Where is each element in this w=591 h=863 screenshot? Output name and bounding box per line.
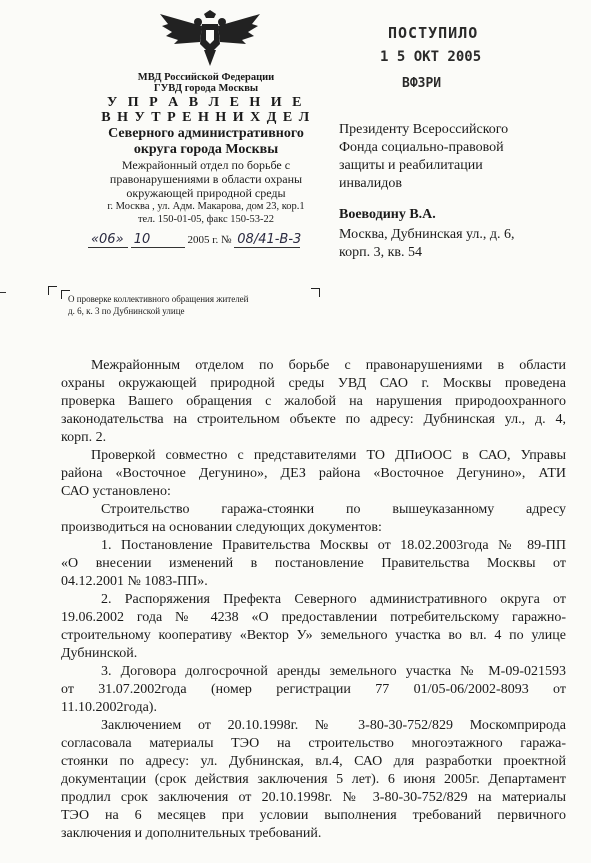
subject-line-1: О проверке коллективного обращения жителей [68,294,249,304]
department-line-3: окружающей природной среды [126,186,286,200]
body-line: согласовала материалы ТЭО на строительство многоэтажного гаража- [61,736,566,751]
stamp-date: 1 5 ОКТ 2005 [380,49,482,65]
fold-mark [0,292,6,293]
subject-line-2: д. 6, к. 3 по Дубнинской улице [68,306,185,316]
letter-date-number [88,232,300,248]
double-headed-eagle-emblem-icon [158,10,262,70]
body-line: продлил срок заключения от 20.10.1998г. № 3-80-30-752/829 на материалы [61,790,566,805]
body-line: 2. Распоряжения Префекта Северного административного округа от [101,592,566,607]
body-line: охраны окружающей природной среды УВД САО г. Москвы проведена [61,376,566,391]
date-day: «06» [88,232,128,248]
department-line-2: правонарушениями в области охраны [109,172,303,186]
directorate-line-1: У П Р А В Л Е Н И Е [106,95,306,110]
letter-number: 08/41-В-3 [234,232,300,248]
sender-phones: тел. 150-01-05, факс 150-53-22 [137,214,275,225]
number-label: № [221,234,232,246]
body-line: документации (срок действия заключения 5 лет). 6 июня 2005г. Департамент [61,772,566,787]
body-line: законодательства на строительном объекте по адресу: Дубнинская ул., д. 4, [61,412,566,427]
sender-address: г. Москва , ул. Адм. Макарова, дом 23, кор.1 [107,201,305,212]
gu-name: ГУВД города Москвы [153,83,259,94]
district-line-2: округа города Москвы [133,142,279,157]
stamp-org: ВФЗРИ [402,76,442,91]
body-line: САО установлено: [61,484,171,499]
body-line: 3. Договора долгосрочной аренды земельного участка № М-09-021593 [101,664,566,679]
body-line: проверка Вашего обращения с жалобой на нарушения природоохранного [61,394,566,409]
body-line: района «Восточное Дегунино», ДЕЗ района «Восточное Дегунино», АТИ [61,466,566,481]
date-year: 2005 г. [187,234,219,246]
body-line: заключения и дополнительных требований. [61,826,322,841]
subject-bracket-right [311,288,320,297]
recipient-line-1: Президенту Всероссийского [339,122,509,137]
body-line: 11.10.2002года). [61,700,157,715]
body-line: стоянки по адресу: ул. Дубнинская, вл.4, САО для разработки проектной [61,754,566,769]
recipient-line-4: инвалидов [339,176,402,191]
body-line: Дубнинской. [61,646,138,661]
body-line: производиться на основании следующих документов: [61,520,382,535]
recipient-address-1: Москва, Дубнинская ул., д. 6, [339,227,515,242]
body-line: строительному кооперативу «Вектор У» земельного участка во вл. 4 по улице [61,628,566,643]
body-line: ТЭО на 6 месяцев при условии выполнения требований первичного [61,808,566,823]
subject-bracket-left [48,286,57,295]
body-line: от 31.07.2002года (номер регистрации 77 01/05-06/2002-8093 от [61,682,566,697]
body-line: 04.12.2001 № 1083-ПП». [61,574,208,589]
department-line-1: Межрайонный отдел по борьбе с [121,158,291,172]
recipient-name: Воеводину В.А. [339,207,436,222]
recipient-line-2: Фонда социально-правовой [339,140,504,155]
stamp-line-1: ПОСТУПИЛО [388,24,479,42]
recipient-line-3: защиты и реабилитации [339,158,483,173]
ministry-name: МВД Российской Федерации [137,72,275,83]
body-line: Межрайонным отделом по борьбе с правонарушениями в области [91,358,566,373]
body-line: 19.06.2002 года № 4238 «О предоставлении потребительскому гаражно- [61,610,566,625]
district-line-1: Северного административного [108,126,304,141]
date-month: 10 [131,232,185,248]
recipient-address-2: корп. 3, кв. 54 [339,245,422,260]
body-line: 1. Постановление Правительства Москвы от 18.02.2003года № 89-ПП [101,538,566,553]
body-line: «О внесении изменений в постановление Правительства Москвы от [61,556,566,571]
directorate-line-2: В Н У Т Р Е Н Н И Х Д Е Л [101,110,311,125]
body-line: Строительство гаража-стоянки по вышеуказанному адресу [101,502,566,517]
body-line: Проверкой совместно с представителями ТО ДПиООС в САО, Управы [91,448,566,463]
body-line: Заключением от 20.10.1998г. № 3-80-30-752/829 Москомприрода [101,718,566,733]
body-line: корп. 2. [61,430,107,445]
